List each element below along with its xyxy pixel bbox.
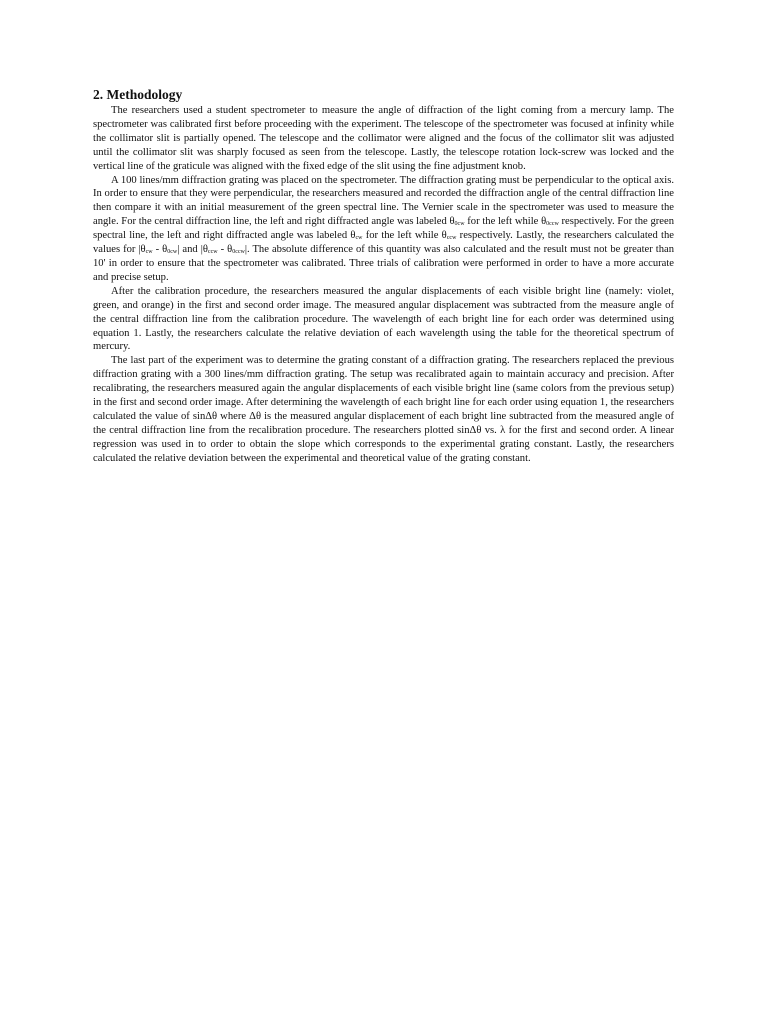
text-run: - θ	[217, 244, 233, 256]
paragraph-grating-calibration	[93, 174, 674, 285]
text-run: for the left while θ	[464, 216, 547, 228]
text-run: respectively. Lastly, the researchers calculated the values for |θ	[93, 230, 674, 256]
text-run: |. The absolute difference of this quantity was also calculated and the result must not be greater than 10' in order to ensure that the spectrometer was calibrated. Three trials of calibration were performed in order to have a more accurate and precise setup.	[93, 244, 674, 283]
paragraph-calibration-setup: The researchers used a student spectrometer to measure the angle of diffraction of the light coming from a mercury lamp. The spectrometer was calibrated first before proceeding with the experiment. The telescope of the spectrometer was focused at infinity while the collimator slit is partially opened. The telescope and the collimator were aligned and the focus of the collimator slit was adjusted until the collimator slit was sharply focused as seen from the telescope. Lastly, the telescope rotation lock-screw was locked and the vertical line of the graticule was aligned with the fixed edge of the slit using the fine adjustment knob.	[93, 105, 674, 172]
subscript: cw	[355, 235, 363, 242]
paragraph-angular-measurement: After the calibration procedure, the researchers measured the angular displacements of each visible bright line (namely: violet, green, and orange) in the first and second order image. The measured angular displacement was subtracted from the measure angle of the central diffraction line from the calibration procedure. The wavelength of each bright line for each order was determined using equation 1. Lastly, the researchers calculate the relative deviation of each wavelength using the table for the theoretical spectrum of mercury.	[93, 285, 674, 353]
subscript: cw	[145, 249, 153, 256]
subscript: 0ccw	[232, 249, 245, 256]
text-run: A 100 lines/mm diffraction grating was placed on the spectrometer. The diffraction grating must be perpendicular to the optical axis. In order to ensure that they were perpendicular, the researchers measured and recorded the diffraction angle of the central diffraction line then compare it with an initial measurement of the green spectral line. The Vernier scale in the spectrometer was used to measure the angle. For the central diffraction line, the left and right diffracted angle was labeled θ	[93, 174, 674, 228]
subscript: ccw	[207, 249, 218, 256]
section-heading: 2. Methodology	[93, 87, 183, 102]
paragraph-grating-constant: The last part of the experiment was to determine the grating constant of a diffraction grating. The researchers replaced the previous diffraction grating with a 300 lines/mm diffraction grating. The setup was recalibrated again to maintain accuracy and precision. After recalibrating, the researchers measured again the angular displacements of each visible bright line (same colors from the previous setup) in the first and second order image. After determining the wavelength of each bright line for each order using equation 1, the researchers calculated the value of sinΔθ where Δθ is the measured angular displacement of each bright line subtracted from the measured angle of the central diffraction line from the recalibration procedure. The researchers plotted sinΔθ vs. λ for the first and second order. A linear regression was used in to order to obtain the slope which corresponds to the experimental grating constant. Lastly, the researchers calculated the relative deviation between the experimental and theoretical value of the grating constant.	[93, 355, 674, 464]
subscript: 0ccw	[546, 221, 559, 228]
subscript: ccw	[446, 235, 457, 242]
subscript: 0cw	[454, 221, 465, 228]
text-run: - θ	[152, 244, 168, 256]
text-run: respectively. For the green spectral line, the left and right diffracted angle was labeled θ	[93, 216, 674, 242]
text-run: for the left while θ	[362, 230, 447, 242]
methodology-section	[93, 86, 674, 466]
subscript: 0cw	[167, 249, 178, 256]
text-run: | and |θ	[177, 244, 208, 256]
